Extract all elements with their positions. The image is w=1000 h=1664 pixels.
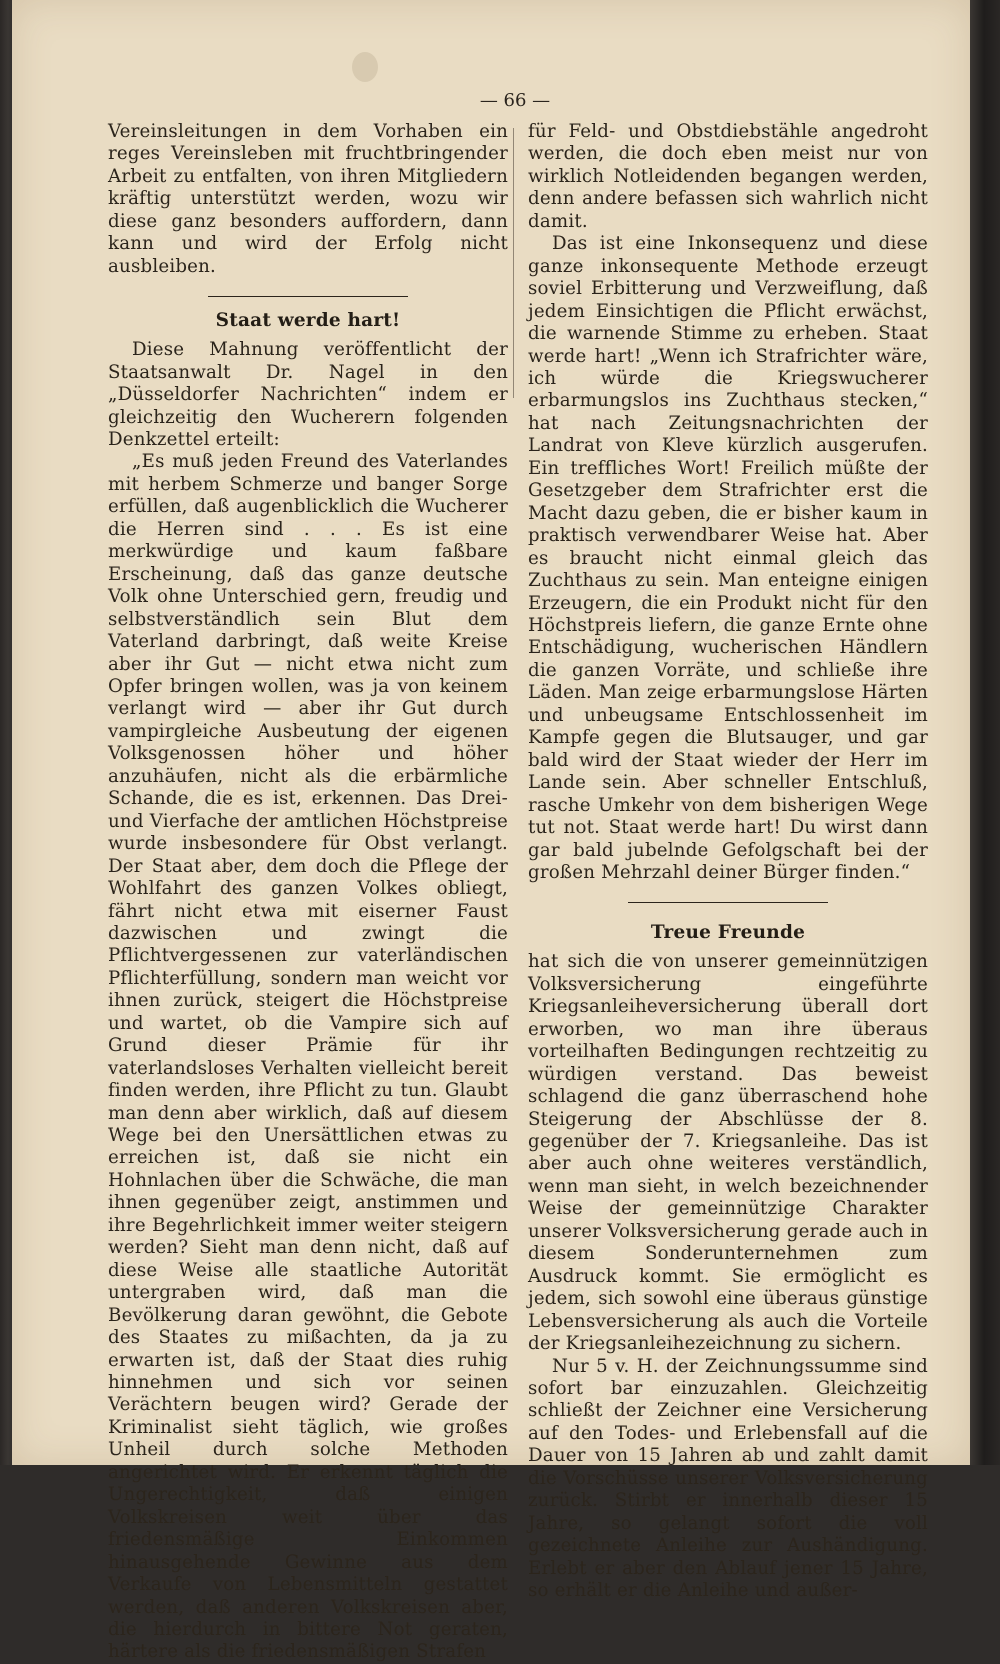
section-divider bbox=[628, 902, 828, 903]
paragraph: Diese Mahnung veröffentlicht der Staatsanwalt Dr. Nagel in den „Düsseldorfer Nachrichten“ indem er gleichzeitig den Wucherern folgenden Denkzettel erteilt: bbox=[108, 339, 508, 450]
section-divider bbox=[208, 296, 408, 297]
paragraph-intro: Vereinsleitungen in dem Vorhaben ein reges Vereinsleben mit fruchtbringender Arbeit zu entfalten, von ihren Mitgliedern kräftig unterstützt werden, wozu wir diese ganz besonders auffordern, dann kann und wird der Erfolg nicht ausbleiben. bbox=[108, 121, 508, 277]
page-number: — 66 — bbox=[479, 90, 551, 111]
right-column bbox=[528, 121, 928, 1603]
paragraph-continued: für Feld- und Obstdiebstähle angedroht werden, die doch eben meist nur von wirklich Notleidenden begangen werden, denn andere befassen sich wahrlich nicht damit. bbox=[528, 121, 928, 232]
left-column bbox=[108, 121, 508, 1664]
paragraph: Das ist eine Inkonsequenz und diese ganze inkonsequente Methode erzeugt soviel Erbitterung und Verzweiflung, daß jedem Einsichtigen die Pflicht erwächst, die warnende Stimme zu erheben. Staat werde hart! „Wenn ich Strafrichter wäre, ich würde die Kriegswucherer erbarmungslos ins Zuchthaus stecken,“ hat nach Zeitungsnachrichten der Landrat von Kleve kürzlich ausgerufen. Ein treffliches Wort! Freilich müßte der Gesetzgeber dem Strafrichter erst die Macht dazu geben, die er bisher kaum in praktisch verwendbarer Weise hat. Aber es braucht nicht einmal gleich das Zuchthaus zu sein. Man enteigne einigen Erzeugern, die ein Produkt nicht für den Höchstpreis liefern, die ganze Ernte ohne Entschädigung, wucherischen Händlern die ganzen Vorräte, und schließe ihre Läden. Man zeige erbarmungslose Härten und unbeugsame Entschlossenheit im Kampfe gegen die Blutsauger, und gar bald wird der Staat wieder der Herr im Lande sein. Aber schneller Entschluß, rasche Umkehr von dem bisherigen Wege tut not. Staat werde hart! Du wirst dann gar bald jubelnde Gefolgschaft bei der großen Mehrzahl deiner Bürger finden.“ bbox=[528, 233, 928, 883]
column-divider bbox=[513, 128, 514, 398]
section-heading-treue-freunde: Treue Freunde bbox=[650, 922, 806, 944]
scan-edge bbox=[970, 0, 1000, 1465]
paragraph: „Es muß jeden Freund des Vaterlandes mit herbem Schmerze und banger Sorge erfüllen, daß augenblicklich die Wucherer die Herren sind . . . Es ist eine merkwürdige und kaum faßbare Erscheinung, daß das ganze deutsche Volk ohne Unterschied gern, freudig und selbstverständlich sein Blut dem Vaterland darbringt, daß weite Kreise aber ihr Gut — nicht etwa nicht zum Opfer bringen wollen, was ja von keinem verlangt wird — aber ihr Gut durch vampirgleiche Ausbeutung der eigenen Volksgenossen höher und höher anzuhäufen, nicht als die erbärmliche Schande, die es ist, erkennen. Das Drei- und Vierfache der amtlichen Höchstpreise wurde insbesondere für Obst verlangt. Der Staat aber, dem doch die Pflege der Wohlfahrt des ganzen Volkes obliegt, fährt nicht etwa mit eiserner Faust dazwischen und zwingt die Pflichtvergessenen zur vaterländischen Pflichterfüllung, sondern man weicht vor ihnen zurück, steigert die Höchstpreise und wartet, ob die Vampire sich auf Grund dieser Prämie für ihr vaterlandsloses Verhalten vielleicht bereit finden werden, ihre Pflicht zu tun. Glaubt man denn aber wirklich, daß auf diesem Wege bei den Unersättlichen etwas zu erreichen ist, daß sie nicht ein Hohnlachen über die Schwäche, die man ihnen gegenüber zeigt, anstimmen und ihre Begehrlichkeit immer weiter steigern werden? Sieht man denn nicht, daß auf diese Weise alle staatliche Autorität untergraben wird, daß man die Bevölkerung daran gewöhnt, die Gebote des Staates zu mißachten, da ja zu erwarten ist, daß der Staat dies ruhig hinnehmen und sich vor seinen Verächtern beugen wird? Gerade der Kriminalist sieht täglich, wie großes Unheil durch solche Methoden angerichtet wird. Er erkennt täglich die Ungerechtigkeit, daß einigen Volkskreisen weit über das friedensmäßige Einkommen hinausgehende Gewinne aus dem Verkaufe von Lebensmitteln gestattet werden, daß anderen Volkskreisen aber, die hierdurch in bittere Not geraten, härtere als die friedensmäßigen Strafen bbox=[108, 451, 508, 1663]
paragraph: Nur 5 v. H. der Zeichnungssumme sind sofort bar einzuzahlen. Gleichzeitig schließt der Zeichner eine Versicherung auf den Todes- und Erlebensfall auf die Dauer von 15 Jahren ab und zahlt damit die Vorschüsse unserer Volksversicherung zurück. Stirbt er innerhalb dieser 15 Jahre, so gelangt sofort die voll gezeichnete Anleihe zur Aushändigung. Erlebt er aber den Ablauf jener 15 Jahre, so erhält er die Anleihe und außer- bbox=[528, 1355, 928, 1602]
paragraph: hat sich die von unserer gemeinnützigen Volksversicherung eingeführte Kriegsanleiheversicherung überall dort erworben, wo man ihre überaus vorteilhaften Bedingungen rechtzeitig zu würdigen verstand. Das beweist schlagend die ganz überraschend hohe Steigerung der Abschlüsse der 8. gegenüber der 7. Kriegsanleihe. Das ist aber auch ohne weiteres verständlich, wenn man sieht, in welch bezeichnender Weise der gemeinnützige Charakter unserer Volksversicherung gerade auch in diesem Sonderunternehmen zum Ausdruck kommt. Sie ermöglicht es jedem, sich sowohl eine überaus günstige Lebensversicherung als auch die Vorteile der Kriegsanleihezeichnung zu sichern. bbox=[528, 951, 928, 1355]
section-heading-staat: Staat werde hart! bbox=[215, 310, 401, 332]
paper-stain bbox=[352, 52, 378, 82]
